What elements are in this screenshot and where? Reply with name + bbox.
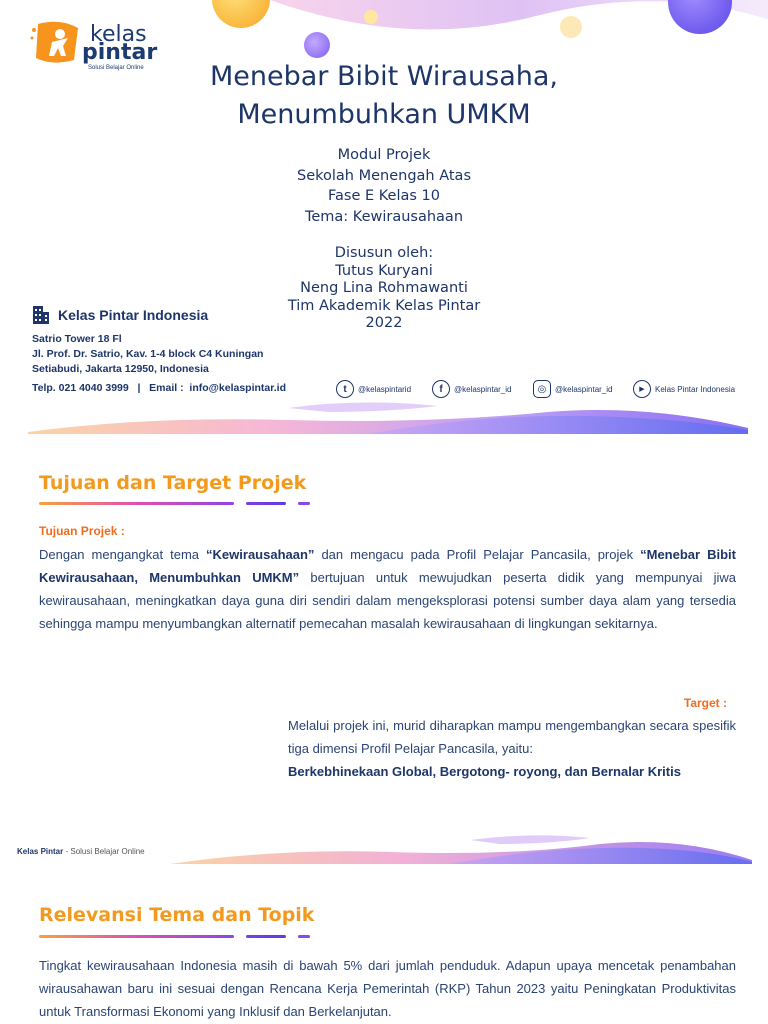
org-name-text: Kelas Pintar Indonesia <box>58 307 209 323</box>
tujuan-label: Tujuan Projek : <box>39 524 125 538</box>
relevansi-paragraph: Tingkat kewirausahaan Indonesia masih di bawah 5% dari jumlah penduduk. Adapun upaya mencetak penambahan wirausahawan baru ini sesuai dengan Rencana Kerja Pemerintah (RKP) Tahun 2023 yaitu Peningkatan Produktivitas untuk Transformasi Ekonomi yang Inklusif dan Berkelanjutan. <box>39 958 736 1019</box>
bold-run: “Menebar Bibit Kewirausahaan, Menumbuhkan UMKM” <box>39 547 736 585</box>
author-line: Tutus Kuryani <box>335 262 433 279</box>
author-line: Neng Lina Rohmawanti <box>300 280 468 296</box>
heading-underline <box>39 935 310 939</box>
social-handle: @kelaspintar_id <box>555 384 613 394</box>
footer-tagline: - Solusi Belajar Online <box>63 847 145 856</box>
social-handle: Kelas Pintar Indonesia <box>655 384 736 394</box>
logo-pintar-text: pintar <box>82 40 158 65</box>
youtube-icon: ▶ <box>633 380 651 398</box>
text-run: bertujuan untuk mewujudkan peserta didik yang mempunyai jiwa kewirausahaan, meningkatkan daya guna diri sendiri dalam mengeksplorasi potensi sumber daya alam yang tersedia sehingga mampu menyumbangkan alternatif pemecahan masalah kewirausahaan di lingkungan sekitarnya. <box>39 570 736 631</box>
text-run: Melalui projek ini, murid diharapkan mampu mengembangkan secara spesifik tiga dimensi Profil Pelajar Pancasila, yaitu: <box>288 718 736 756</box>
cover-title <box>0 58 768 134</box>
module-line: Sekolah Menengah Atas <box>297 167 471 184</box>
module-line: Modul Projek <box>337 147 431 163</box>
cover-title-line2: Menumbuhkan UMKM <box>237 99 531 130</box>
author-line: 2022 <box>365 315 403 331</box>
module-line: Tema: Kewirausahaan <box>304 208 464 225</box>
social-handle: @kelaspintar_id <box>454 384 512 394</box>
address-line: Setiabudi, Jakarta 12950, Indonesia <box>32 363 209 375</box>
cover-title-line1: Menebar Bibit Wirausaha, <box>209 61 559 92</box>
target-paragraph <box>288 714 736 783</box>
module-line: Fase E Kelas 10 <box>328 188 440 204</box>
address-line: Satrio Tower 18 Fl <box>32 333 122 345</box>
target-label: Target : <box>683 696 727 710</box>
logo-tagline: Solusi Belajar Online <box>88 65 144 71</box>
small-yellow-dot <box>364 10 378 24</box>
bold-run: “Kewirausahaan” <box>206 547 315 562</box>
text-run: dan mengacu pada Profil Pelajar Pancasila, projek <box>314 547 641 562</box>
footer-wave <box>170 834 752 864</box>
org-name <box>32 305 208 325</box>
heading-underline <box>39 502 310 506</box>
footer-brand-name: Kelas Pintar <box>17 847 64 856</box>
section-heading-tujuan: Tujuan dan Target Projek <box>39 472 307 494</box>
cream-dot <box>560 16 582 38</box>
address-line: Jl. Prof. Dr. Satrio, Kav. 1-4 block C4 Kuningan <box>32 348 264 360</box>
cover-bottom-wave <box>28 398 748 434</box>
author-line: Tim Akademik Kelas Pintar <box>287 297 481 314</box>
social-twitter[interactable] <box>336 380 411 398</box>
instagram-icon: ◎ <box>533 380 551 398</box>
social-youtube[interactable] <box>633 380 735 398</box>
social-handle: @kelaspintarid <box>358 384 412 394</box>
text-run: Dengan mengangkat tema <box>39 547 207 562</box>
objectives-page <box>0 434 768 864</box>
cover-page <box>0 0 768 434</box>
building-icon <box>32 305 50 325</box>
social-instagram[interactable] <box>533 380 612 398</box>
module-info <box>0 145 768 227</box>
footer-brand <box>17 847 145 856</box>
twitter-icon: t <box>336 380 354 398</box>
contact-line: Telp. 021 4040 3999 | Email : info@kelaspintar.id <box>32 382 287 394</box>
relevance-page <box>0 864 768 1024</box>
logo-kelas-text: kelas <box>90 22 147 47</box>
author-line: Disusun oleh: <box>334 245 434 261</box>
section-heading-relevansi: Relevansi Tema dan Topik <box>39 904 315 926</box>
purple-dot <box>304 32 330 58</box>
bold-run: Berkebhinekaan Global, Bergotong- royong, dan Bernalar Kritis <box>288 764 681 779</box>
social-facebook[interactable] <box>432 380 511 398</box>
facebook-icon: f <box>432 380 450 398</box>
tujuan-paragraph <box>39 543 736 635</box>
